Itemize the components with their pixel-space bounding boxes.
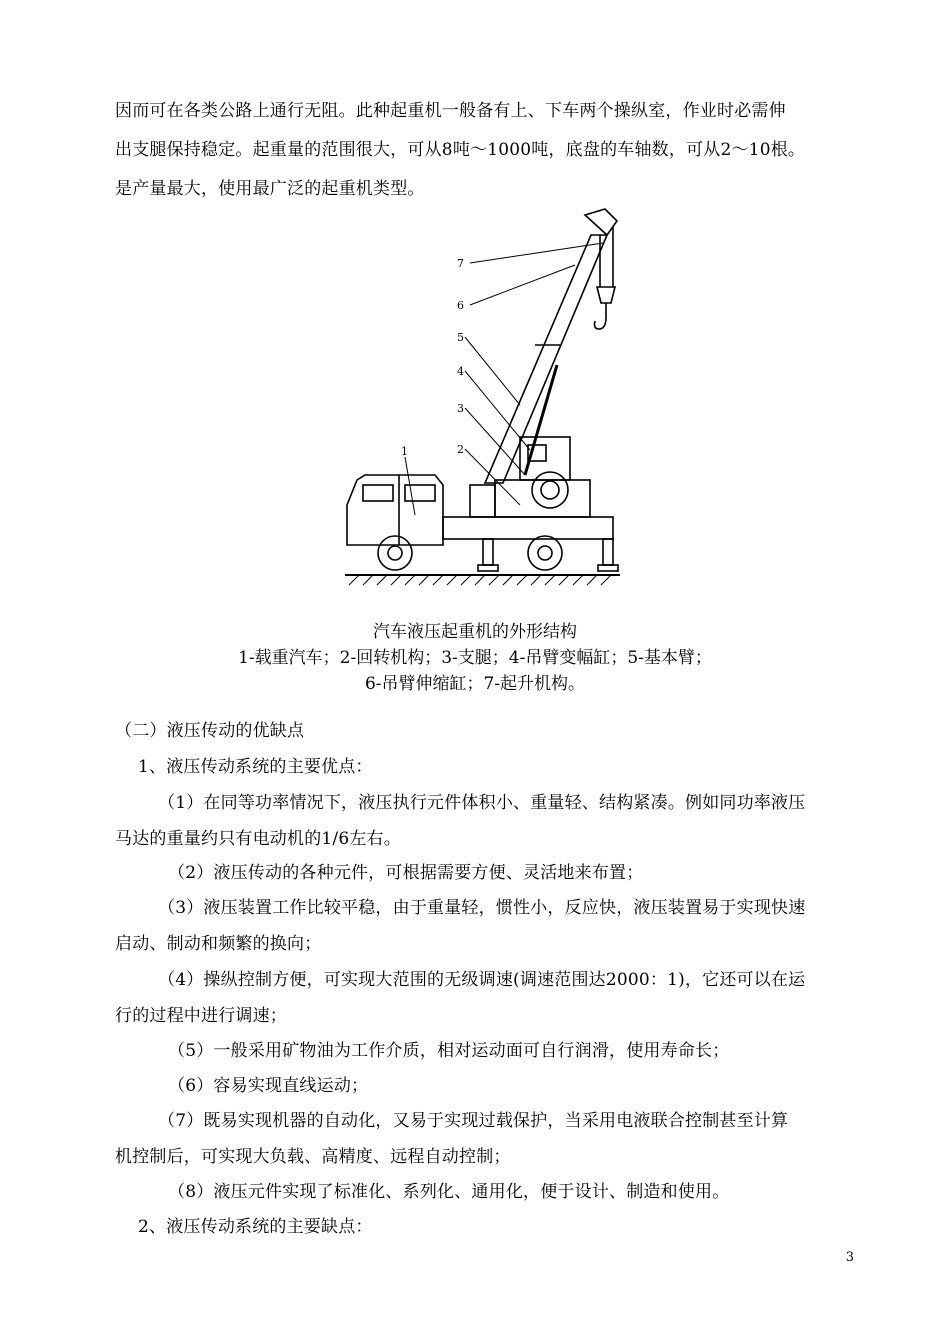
intro-line-2: 出支腿保持稳定。起重量的范围很大，可从8吨～1000吨，底盘的车轴数，可从2～10根。 — [115, 140, 806, 160]
ground-hatching — [349, 575, 611, 585]
advantage-item-8: （8）液压元件实现了标准化、系列化、通用化，便于设计、制造和使用。 — [168, 1182, 730, 1202]
engine-box — [470, 485, 495, 517]
advantage-item-2: （2）液压传动的各种元件，可根据需要方便、灵活地来布置； — [168, 863, 644, 883]
crane-figure — [335, 205, 625, 590]
figure-label-3: 3 — [457, 402, 464, 415]
advantage-item-5: （5）一般采用矿物油为工作介质，相对运动面可自行润滑，使用寿命长； — [168, 1041, 730, 1061]
advantage-item-1: （1）在同等功率情况下，液压执行元件体积小、重量轻、结构紧凑。例如同功率液压 — [158, 793, 806, 813]
cab-window-left — [363, 485, 393, 501]
figure-label-2: 2 — [457, 443, 464, 456]
slewing-ring — [532, 472, 568, 508]
figure-label-5: 5 — [457, 331, 464, 344]
hook — [595, 303, 607, 329]
intro-line-1: 因而可在各类公路上通行无阻。此种起重机一般备有上、下车两个操纵室，作业时必需伸 — [115, 101, 786, 121]
figure-caption-legend-1: 1-载重汽车；2-回转机构；3-支腿；4-吊臂变幅缸；5-基本臂； — [238, 648, 712, 668]
advantage-item-1-cont: 马达的重量约只有电动机的1/6左右。 — [115, 829, 401, 849]
figure-label-1: 1 — [401, 445, 408, 458]
section-heading: （二）液压传动的优缺点 — [115, 721, 305, 741]
figure-label-4: 4 — [457, 365, 464, 378]
intro-line-3: 是产量最大，使用最广泛的起重机类型。 — [115, 179, 425, 199]
hook-block — [597, 287, 615, 303]
outrigger-rear — [603, 539, 613, 565]
figure-label-7: 7 — [457, 257, 464, 270]
figure-caption-legend-2: 6-吊臂伸缩缸；7-起升机构。 — [364, 674, 586, 694]
figure-label-6: 6 — [457, 299, 464, 312]
page-number: 3 — [845, 1250, 854, 1265]
section-subheading-disadvantages: 2、液压传动系统的主要缺点： — [138, 1217, 373, 1237]
section-subheading-advantages: 1、液压传动系统的主要优点： — [138, 757, 373, 777]
advantage-item-6: （6）容易实现直线运动； — [168, 1076, 369, 1096]
outrigger-front — [483, 539, 493, 565]
advantage-item-4-cont: 行的过程中进行调速； — [115, 1006, 287, 1026]
crane-drawing — [335, 205, 625, 590]
advantage-item-7-cont: 机控制后，可实现大负载、高精度、远程自动控制； — [115, 1147, 511, 1167]
advantage-item-4: （4）操纵控制方便，可实现大范围的无级调速(调速范围达2000：1)，它还可以在运 — [158, 970, 806, 990]
advantage-item-3-cont: 启动、制动和频繁的换向； — [115, 934, 322, 954]
rear-wheel — [528, 536, 562, 570]
front-wheel — [378, 536, 412, 570]
advantage-item-3: （3）液压装置工作比较平稳，由于重量轻，惯性小，反应快，液压装置易于实现快速 — [158, 898, 806, 918]
truck-chassis — [443, 517, 613, 539]
cab-window-right — [405, 485, 435, 501]
figure-caption-title: 汽车液压起重机的外形结构 — [373, 622, 577, 642]
advantage-item-7: （7）既易实现机器的自动化，又易于实现过载保护，当采用电液联合控制甚至计算 — [158, 1111, 789, 1131]
